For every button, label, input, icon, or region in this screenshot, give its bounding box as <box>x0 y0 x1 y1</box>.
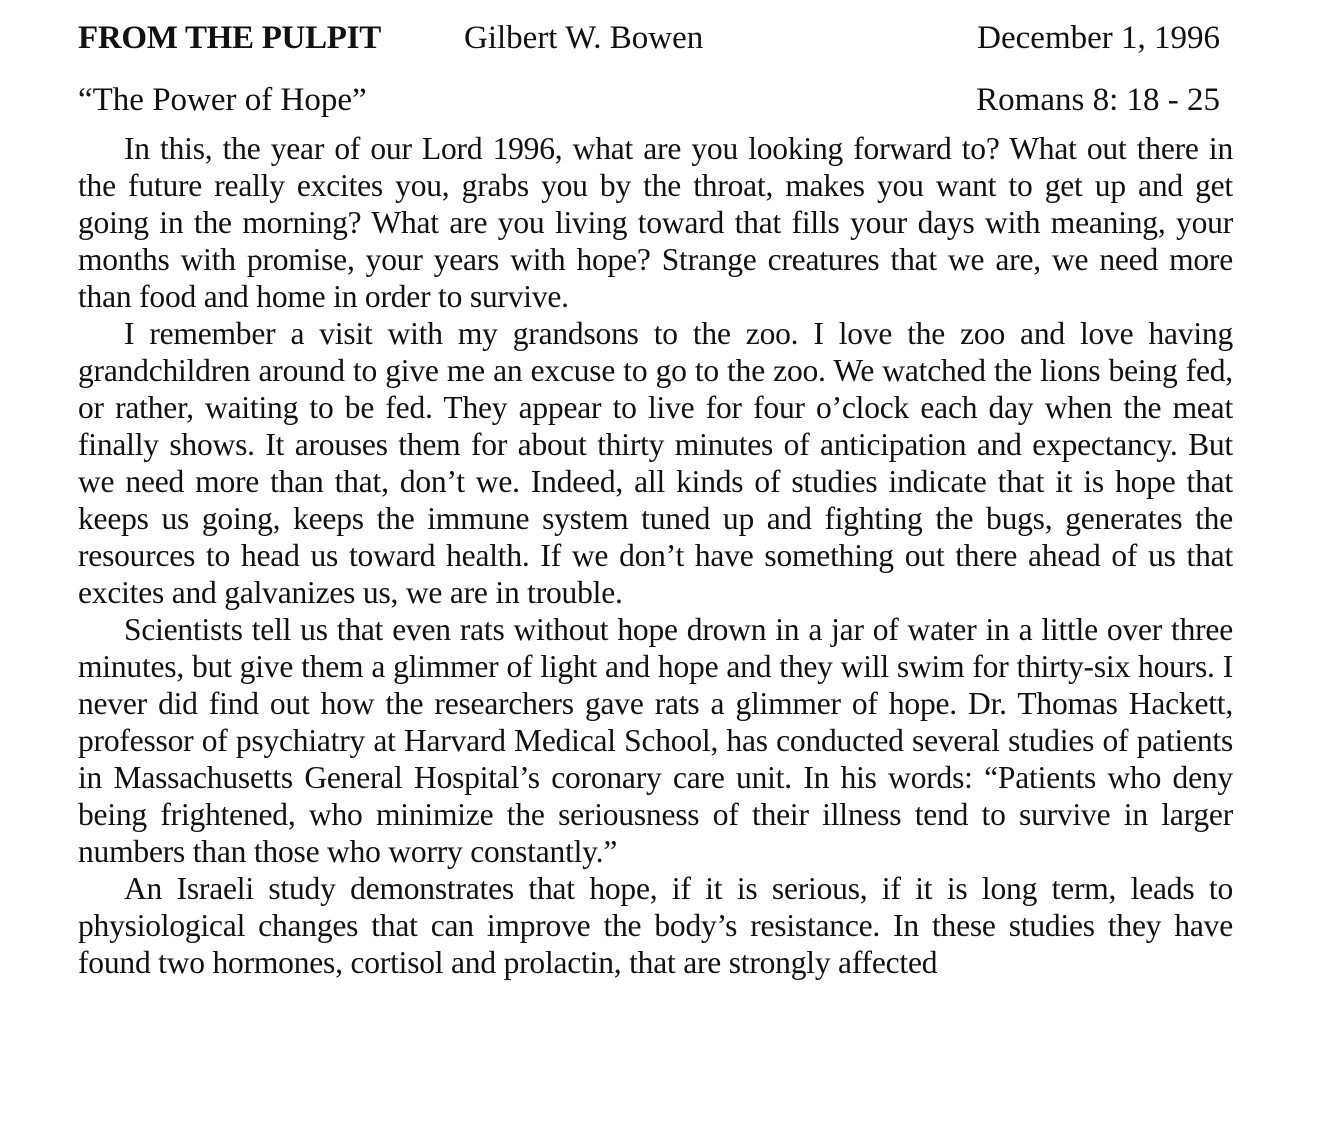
sermon-title: “The Power of Hope” <box>78 82 367 118</box>
scripture-reference: Romans 8: 18 - 25 <box>976 82 1220 118</box>
paragraph: In this, the year of our Lord 1996, what are you looking forward to? What out there in the future really excites you, grabs you by the throat, makes you want to get up and get going in the morning? What are you living toward that fills your days with meaning, your months with promise, your years with hope? Strange creatures that we are, we need more than food and home in order to survive. <box>78 131 1233 314</box>
author-name: Gilbert W. Bowen <box>464 20 704 56</box>
publication-date: December 1, 1996 <box>977 20 1220 56</box>
paragraph: An Israeli study demonstrates that hope, if it is serious, if it is long term, leads to physiological changes that can improve the body’s resistance. In these studies they have found two hormones, cortisol and prolactin, that are strongly affected <box>78 871 1233 980</box>
sermon-body <box>78 130 1233 981</box>
paragraph: Scientists tell us that even rats without hope drown in a jar of water in a little over three minutes, but give them a glimmer of light and hope and they will swim for thirty-six hours. I never did find out how the researchers gave rats a glimmer of hope. Dr. Thomas Hackett, professor of psychiatry at Harvard Medical School, has conducted several studies of patients in Massachusetts General Hospital’s coronary care unit. In his words: “Patients who deny being frightened, who minimize the seriousness of their illness tend to survive in larger numbers than those who worry constantly.” <box>78 612 1233 869</box>
title-row <box>78 79 1220 121</box>
paragraph: I remember a visit with my grandsons to the zoo. I love the zoo and love having grandchildren around to give me an excuse to go to the zoo. We watched the lions being fed, or rather, waiting to be fed. They appear to live for four o’clock each day when the meat finally shows. It arouses them for about thirty minutes of anticipation and expectancy. But we need more than that, don’t we. Indeed, all kinds of studies indicate that it is hope that keeps us going, keeps the immune system tuned up and fighting the bugs, generates the resources to head us toward health. If we don’t have something out there ahead of us that excites and galvanizes us, we are in trouble. <box>78 316 1233 610</box>
header <box>78 18 1220 58</box>
section-label: FROM THE PULPIT <box>78 20 381 56</box>
